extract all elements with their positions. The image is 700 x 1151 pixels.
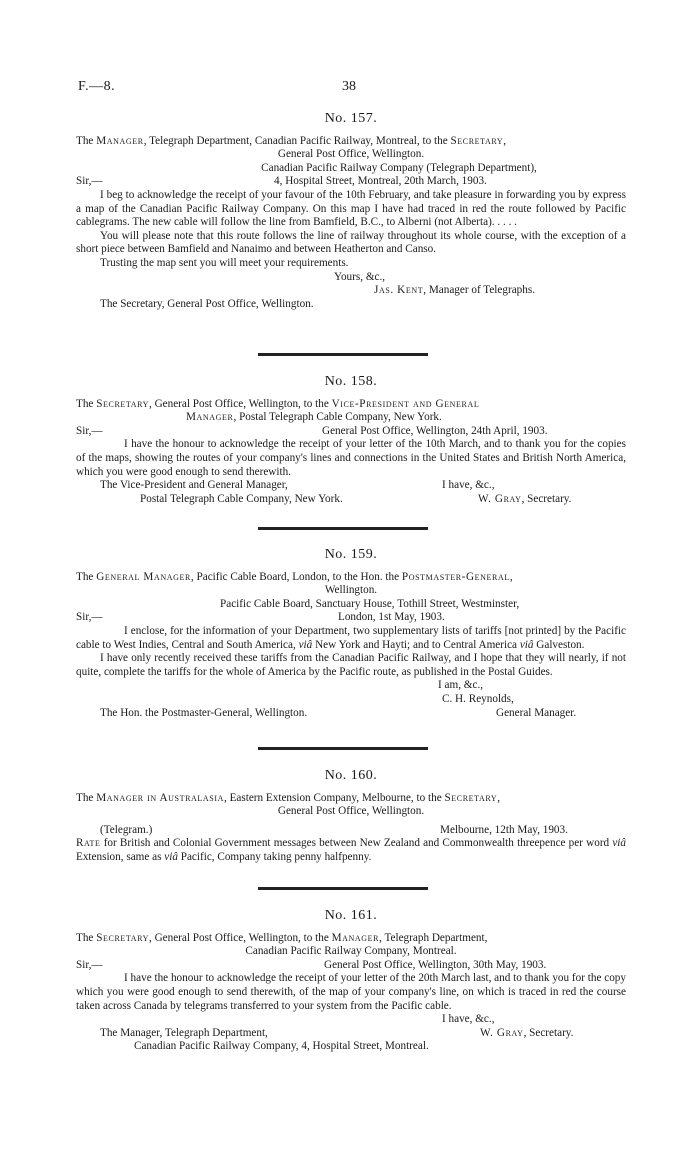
- signature-row: [76, 1027, 626, 1041]
- signature-title: , Secretary.: [523, 1026, 574, 1039]
- heading-recipient: Postmaster-General: [401, 570, 510, 583]
- signature: [76, 284, 626, 298]
- heading-text: , Postal Telegraph Cable Company, New York.: [233, 411, 442, 424]
- body-paragraph: I have only recently received these tariffs from the Canadian Pacific Railway, and I hope that they will nearly, if not quite, complete the tariffs for the whole of America by the Pacific route, as published in the Postal Guides.: [76, 652, 626, 678]
- body-paragraph: Trusting the map sent you will meet your requirements.: [100, 256, 349, 269]
- addressee: The Secretary, General Post Office, Wellington.: [100, 297, 314, 310]
- letter-160: [76, 769, 626, 865]
- body-italic: viâ: [298, 638, 313, 651]
- body-italic: viâ: [612, 837, 626, 850]
- body-text: I enclose, for the information of your Department, two supplementary lists of tariffs [not printed] by the Pacific cable to West Indies, Central and South America,: [76, 624, 626, 651]
- sender-address-date: General Post Office, Wellington, 24th April, 1903.: [322, 424, 548, 437]
- addressee: The Hon. the Postmaster-General, Wellington.: [100, 706, 308, 719]
- closing-row: [76, 479, 626, 493]
- heading-text: The: [76, 134, 97, 147]
- body-italic: viâ: [164, 850, 178, 863]
- signature: C. H. Reynolds,: [442, 692, 514, 705]
- sender-address-date: London, 1st May, 1903.: [338, 611, 445, 624]
- heading-sender: Manager in Australasia: [96, 791, 224, 804]
- letter-heading: [76, 571, 626, 585]
- heading-text: The: [76, 931, 97, 944]
- body-text: Galveston.: [533, 638, 585, 651]
- salutation: Sir,—: [76, 611, 103, 624]
- salutation-row: [76, 611, 626, 625]
- letter-heading: [76, 792, 626, 806]
- salutation: Sir,—: [76, 424, 103, 437]
- heading-line2: [76, 411, 626, 425]
- heading-line2: Wellington.: [324, 584, 378, 597]
- heading-text: , Pacific Cable Board, London, to the Hon. the: [190, 570, 402, 583]
- heading-text: , Telegraph Department,: [379, 931, 488, 944]
- heading-text: The: [76, 570, 97, 583]
- body-paragraph: [76, 625, 626, 652]
- body-paragraph: I beg to acknowledge the receipt of your favour of the 10th February, and take pleasure in forwarding you by express a map of the Canadian Pacific Railway Company. On this map I have had traced in red the route followed by Pacific cablegrams. The new cable will follow the line from Bamfield, B.C., to Alberni (not Alberta). . . . .: [76, 188, 626, 229]
- letter-number: No. 160.: [324, 768, 378, 783]
- section-divider: [258, 887, 428, 890]
- heading-recipient: Manager: [186, 411, 234, 424]
- heading-text: ,: [497, 791, 501, 804]
- letter-heading: [76, 398, 626, 412]
- closing: I have, &c.,: [442, 479, 495, 492]
- body-italic: viâ: [519, 638, 534, 651]
- sender-address-date: Melbourne, 12th May, 1903.: [440, 823, 568, 836]
- heading-sender: Secretary: [96, 931, 149, 944]
- signature-name: W. Gray: [478, 492, 522, 505]
- letter-161: [76, 909, 626, 1054]
- signature-name: W. Gray: [480, 1026, 524, 1039]
- closing: Yours, &c.,: [334, 270, 386, 283]
- letter-number: No. 161.: [324, 908, 378, 923]
- sender-address-date: General Post Office, Wellington, 30th May, 1903.: [324, 958, 547, 971]
- body-text: Extension, same as: [76, 850, 165, 863]
- body-text: New York and Hayti; and to Central America: [312, 638, 520, 651]
- heading-recipient: Manager: [331, 931, 380, 944]
- sender-address: Canadian Pacific Railway Company (Telegraph Department),: [261, 161, 537, 174]
- section-divider: [258, 353, 428, 356]
- heading-text: The: [76, 791, 97, 804]
- signature-title: General Manager.: [496, 706, 577, 719]
- salutation-row: [76, 175, 626, 189]
- heading-text: The: [76, 397, 97, 410]
- signature: [478, 493, 571, 507]
- signature-name: Jas. Kent: [374, 284, 424, 297]
- salutation: Sir,—: [76, 958, 103, 971]
- signature-title: , Manager of Telegraphs.: [423, 284, 535, 297]
- heading-line2: General Post Office, Wellington.: [277, 148, 425, 161]
- salutation: Sir,—: [76, 175, 103, 188]
- signature-title: , Secretary.: [521, 492, 572, 505]
- body-text: for British and Colonial Government messages between New Zealand and Commonwealth threepence per word: [100, 837, 613, 850]
- heading-text: , Eastern Extension Company, Melbourne, to the: [223, 791, 445, 804]
- addressee: Postal Telegraph Cable Company, New York.: [140, 492, 343, 505]
- heading-text: , Telegraph Department, Canadian Pacific Railway, Montreal, to the: [143, 134, 451, 147]
- page-number: 38: [342, 79, 356, 94]
- sender-address-date: 4, Hospital Street, Montreal, 20th March, 1903.: [274, 175, 487, 188]
- body-text: Pacific, Company taking penny halfpenny.: [177, 850, 372, 863]
- closing: I am, &c.,: [438, 679, 484, 692]
- letter-159: [76, 548, 626, 720]
- heading-sender: Manager: [96, 134, 144, 147]
- letter-158: [76, 375, 626, 506]
- body-paragraph: [76, 837, 626, 864]
- heading-recipient: Vice-President and General: [331, 397, 480, 410]
- addressee: The Manager, Telegraph Department,: [100, 1026, 268, 1039]
- salutation-row: [76, 959, 626, 973]
- heading-sender: Secretary: [96, 397, 149, 410]
- closing: I have, &c.,: [442, 1013, 495, 1026]
- section-divider: [258, 747, 428, 750]
- heading-text: ,: [509, 570, 513, 583]
- heading-recipient: Secretary: [450, 134, 504, 147]
- heading-text: , General Post Office, Wellington, to the: [148, 931, 332, 944]
- sender-address: Pacific Cable Board, Sanctuary House, Tothill Street, Westminster,: [220, 597, 520, 610]
- telegram-label: (Telegram.): [100, 823, 153, 836]
- heading-sender: General Manager: [96, 570, 191, 583]
- heading-line2: General Post Office, Wellington.: [277, 805, 425, 818]
- heading-text: , General Post Office, Wellington, to the: [148, 397, 332, 410]
- addressee: Canadian Pacific Railway Company, 4, Hospital Street, Montreal.: [134, 1040, 429, 1053]
- addressee: The Vice-President and General Manager,: [100, 479, 288, 492]
- document-reference: F.—8.: [78, 79, 116, 94]
- body-text: Rate: [76, 837, 101, 850]
- letter-number: No. 159.: [324, 547, 378, 562]
- salutation-row: [76, 425, 626, 439]
- signature-row: [76, 493, 626, 507]
- body-paragraph: I have the honour to acknowledge the receipt of your letter of the 20th March last, and to thank you for the copy which you were good enough to send therewith, of the map of your company's line, on which is traced in red the course taken across Canada by telegrams transferred to your system from the Pacific cable.: [76, 972, 626, 1012]
- letter-number: No. 158.: [324, 374, 378, 389]
- section-divider: [258, 527, 428, 530]
- letter-number: No. 157.: [324, 111, 378, 126]
- telegram-row: [76, 824, 626, 838]
- letter-157: [76, 112, 626, 311]
- letter-heading: [76, 932, 626, 946]
- body-paragraph: You will please note that this route follows the line of railway throughout its whole course, with the exception of a short piece between Bamfield and Nanaimo and between Heatherton and Canso.: [76, 229, 626, 256]
- heading-line2: Canadian Pacific Railway Company, Montreal.: [245, 945, 457, 958]
- body-paragraph: I have the honour to acknowledge the receipt of your letter of the 10th March, and to thank you for the copies of the maps, showing the routes of your company's lines and connections in the United States and British North America, which you were good enough to send therewith.: [76, 438, 626, 478]
- heading-recipient: Secretary: [444, 791, 498, 804]
- addressee-row: [76, 707, 626, 721]
- letter-heading: [76, 135, 626, 149]
- heading-text: ,: [503, 134, 507, 147]
- signature: [480, 1027, 573, 1041]
